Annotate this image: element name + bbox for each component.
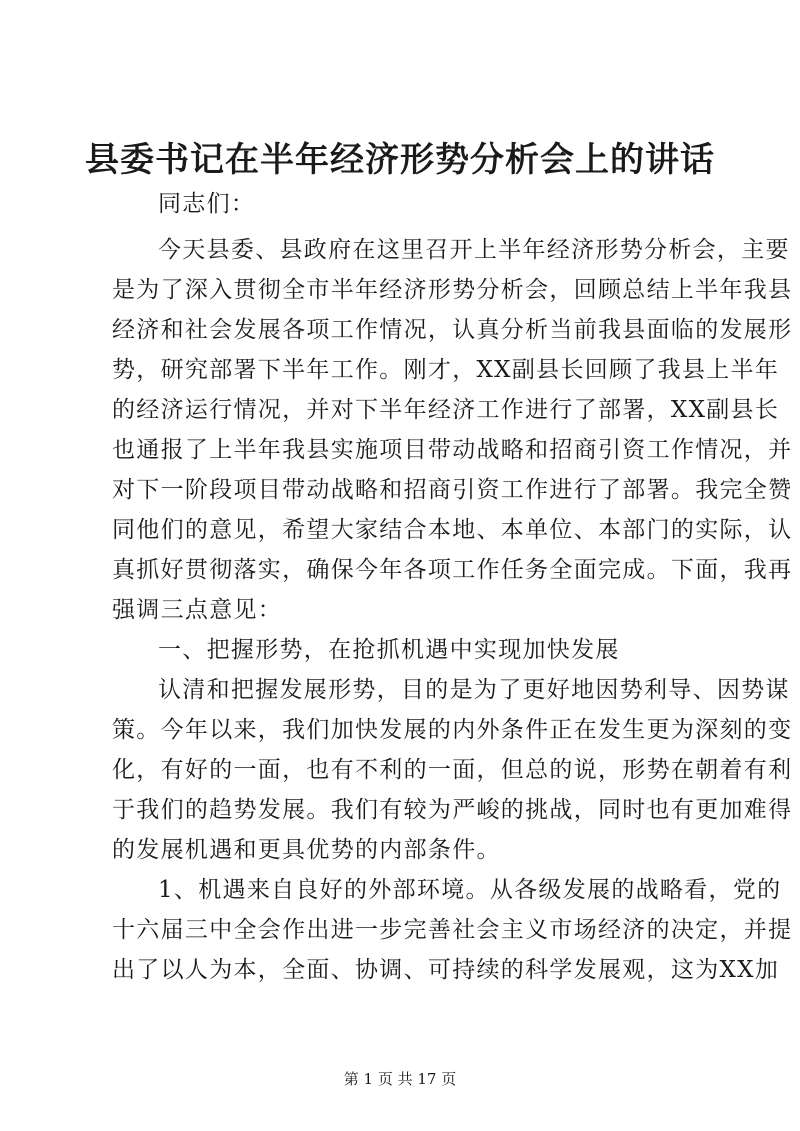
paragraph-line: 1、机遇来自良好的外部环境。从各级发展的战略看，党的 <box>158 877 782 903</box>
paragraph-line: 化，有好的一面，也有不利的一面，但总的说，形势在朝着有利 <box>112 757 793 783</box>
paragraph-line: 出了以人为本，全面、协调、可持续的科学发展观，这为XX加 <box>112 957 780 983</box>
document-title: 县委书记在半年经济形势分析会上的讲话 <box>85 140 715 180</box>
paragraph-line: 于我们的趋势发展。我们有较为严峻的挑战，同时也有更加难得 <box>112 797 793 823</box>
paragraph-line: 的发展机遇和更具优势的内部条件。 <box>112 837 501 863</box>
paragraph-line: 真抓好贯彻落实，确保今年各项工作任务全面完成。下面，我再 <box>112 557 793 583</box>
paragraph-line: 认清和把握发展形势，目的是为了更好地因势利导、因势谋 <box>158 677 790 703</box>
paragraph-line: 是为了深入贯彻全市半年经济形势分析会，回顾总结上半年我县 <box>112 277 793 303</box>
paragraph-line: 十六届三中全会作出进一步完善社会主义市场经济的决定，并提 <box>112 917 793 943</box>
paragraph-line: 强调三点意见： <box>112 597 283 623</box>
paragraph-line: 策。今年以来，我们加快发展的内外条件正在发生更为深刻的变 <box>112 717 793 743</box>
paragraph-line: 势，研究部署下半年工作。刚才，XX副县长回顾了我县上半年 <box>112 357 780 383</box>
greeting: 同志们： <box>158 191 256 217</box>
page-number: 第 1 页 共 17 页 <box>343 1070 457 1088</box>
paragraph-line: 经济和社会发展各项工作情况，认真分析当前我县面临的发展形 <box>112 317 793 343</box>
section-heading: 一、把握形势，在抢抓机遇中实现加快发展 <box>158 637 620 663</box>
paragraph-line: 也通报了上半年我县实施项目带动战略和招商引资工作情况，并 <box>112 437 793 463</box>
paragraph-line: 今天县委、县政府在这里召开上半年经济形势分析会，主要 <box>158 237 790 263</box>
paragraph-line: 同他们的意见，希望大家结合本地、本单位、本部门的实际，认 <box>112 517 793 543</box>
paragraph-line: 对下一阶段项目带动战略和招商引资工作进行了部署。我完全赞 <box>112 477 793 503</box>
paragraph-line: 的经济运行情况，并对下半年经济工作进行了部署，XX副县长 <box>112 397 780 423</box>
